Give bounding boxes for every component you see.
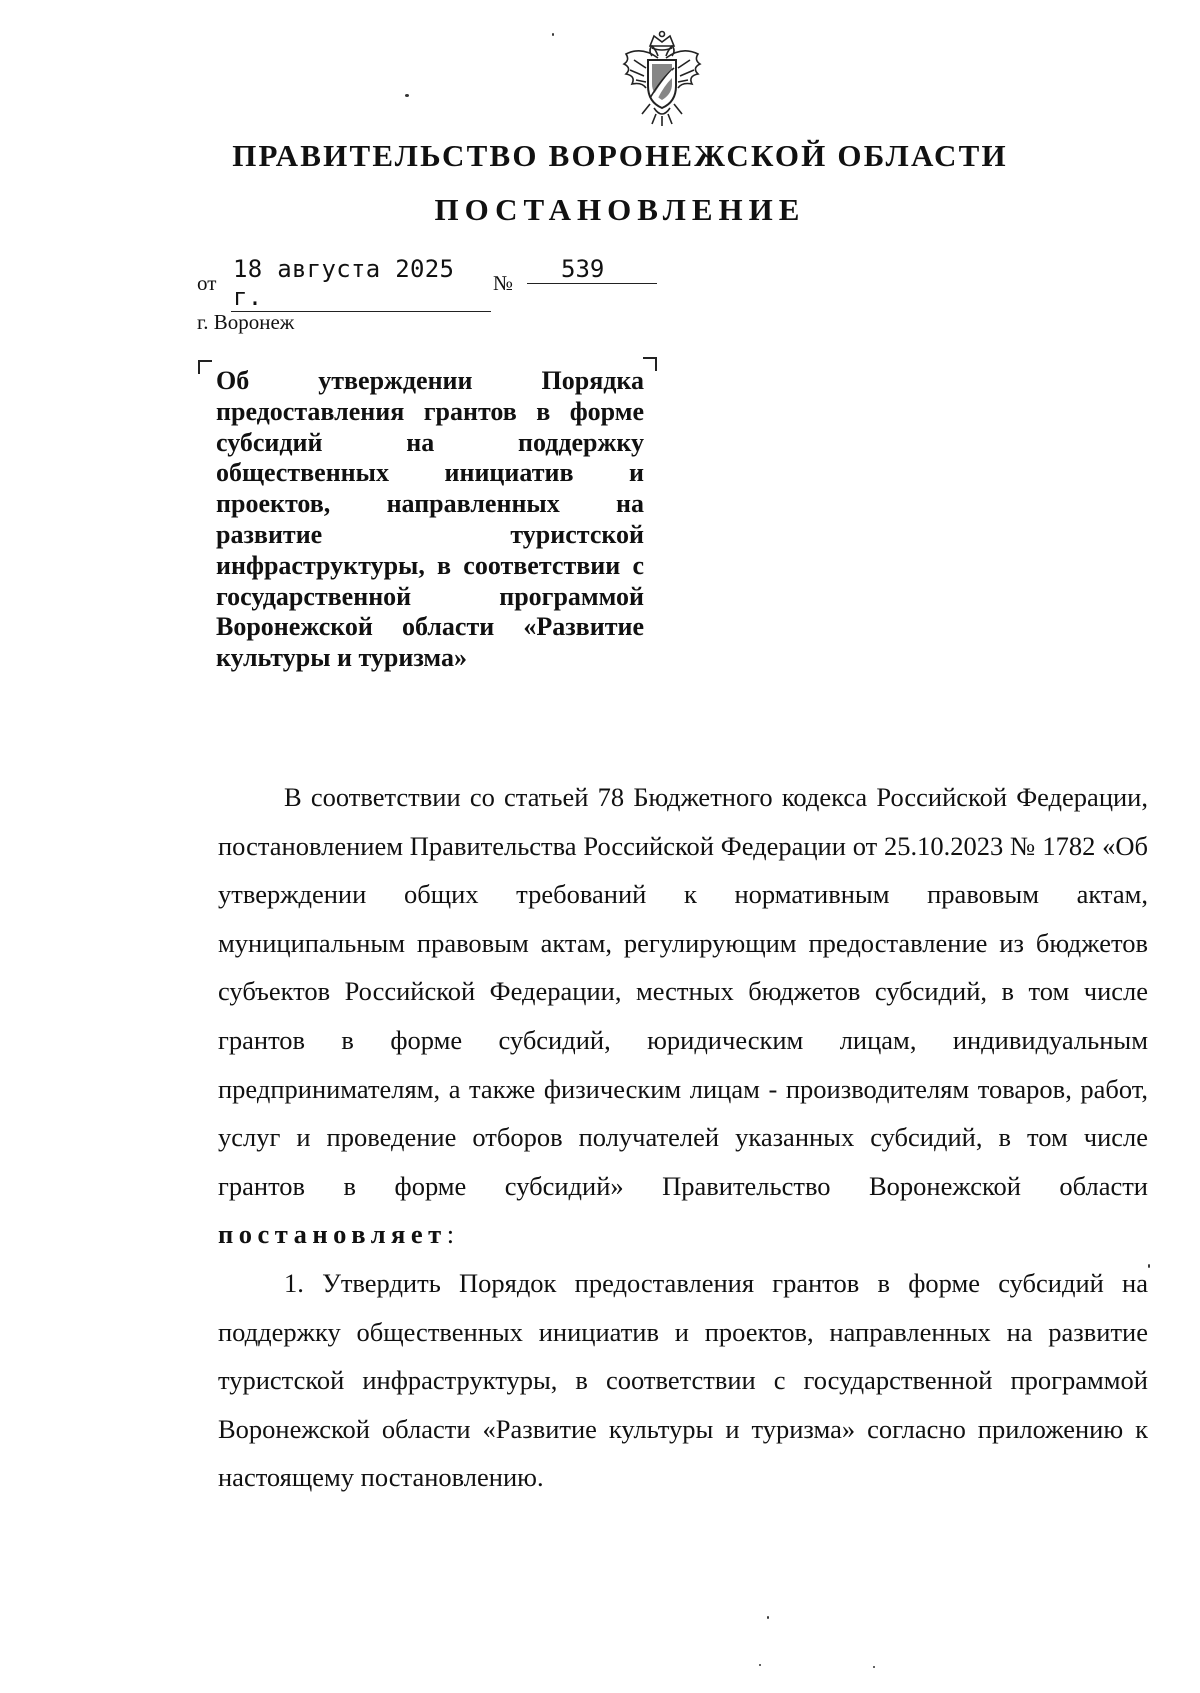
coat-of-arms-icon: [612, 28, 712, 128]
preamble-paragraph: [218, 773, 1148, 1259]
preamble-text: В соответствии со статьей 78 Бюджетного кодекса Российской Федерации, постановлением Правительства Российской Федерации от 25.10.2023 № 1782 «Об утверждении общих требований к нормативным правовым актам, муниципальным правовым актам, регулирующим предоставление из бюджетов субъектов Российской Федерации, местных бюджетов субсидий, в том числе грантов в форме субсидий, юридическим лицам, индивидуальным предпринимателям, а также физическим лицам - производителям товаров, работ, услуг и проведение отборов получателей указанных субсидий, в том числе грантов в форме субсидий» Правительство Воронежской области: [218, 782, 1148, 1201]
government-name: ПРАВИТЕЛЬСТВО ВОРОНЕЖСКОЙ ОБЛАСТИ: [232, 138, 1008, 173]
scan-speck: [873, 1666, 875, 1668]
document-date: 18 августа 2025 г.: [231, 255, 491, 312]
number-label: №: [493, 271, 514, 295]
scan-speck: [767, 1616, 769, 1619]
subject-corner-mark-right: [643, 357, 657, 371]
document-subject: Об утверждении Порядка предоставления грантов в форме субсидий на поддержку общественных инициатив и проектов, направленных на развитие туристской инфраструктуры, в соответствии с государственной программой Воронежской области «Развитие культуры и туризма»: [216, 366, 644, 673]
document-body: [218, 773, 1148, 1502]
document-type: ПОСТАНОВЛЕНИЕ: [434, 192, 806, 227]
scan-speck: [759, 1664, 761, 1666]
date-label: от: [197, 271, 217, 295]
item-1-paragraph: 1. Утвердить Порядок предоставления грантов в форме субсидий на поддержку общественных инициатив и проектов, направленных на развитие туристской инфраструктуры, в соответствии с государственной программой Воронежской области «Развитие культуры и туризма» согласно приложению к настоящему постановлению.: [218, 1267, 1148, 1493]
decree-colon: :: [446, 1219, 455, 1250]
scan-speck: [1148, 1264, 1150, 1268]
city-of-issue: г. Воронеж: [197, 310, 295, 334]
document-number: 539: [527, 255, 657, 284]
registration-line: [197, 255, 677, 311]
scan-speck: [405, 94, 409, 97]
subject-corner-mark-left: [198, 360, 212, 374]
scan-speck: [552, 33, 554, 36]
decree-word: постановляет: [218, 1219, 447, 1250]
